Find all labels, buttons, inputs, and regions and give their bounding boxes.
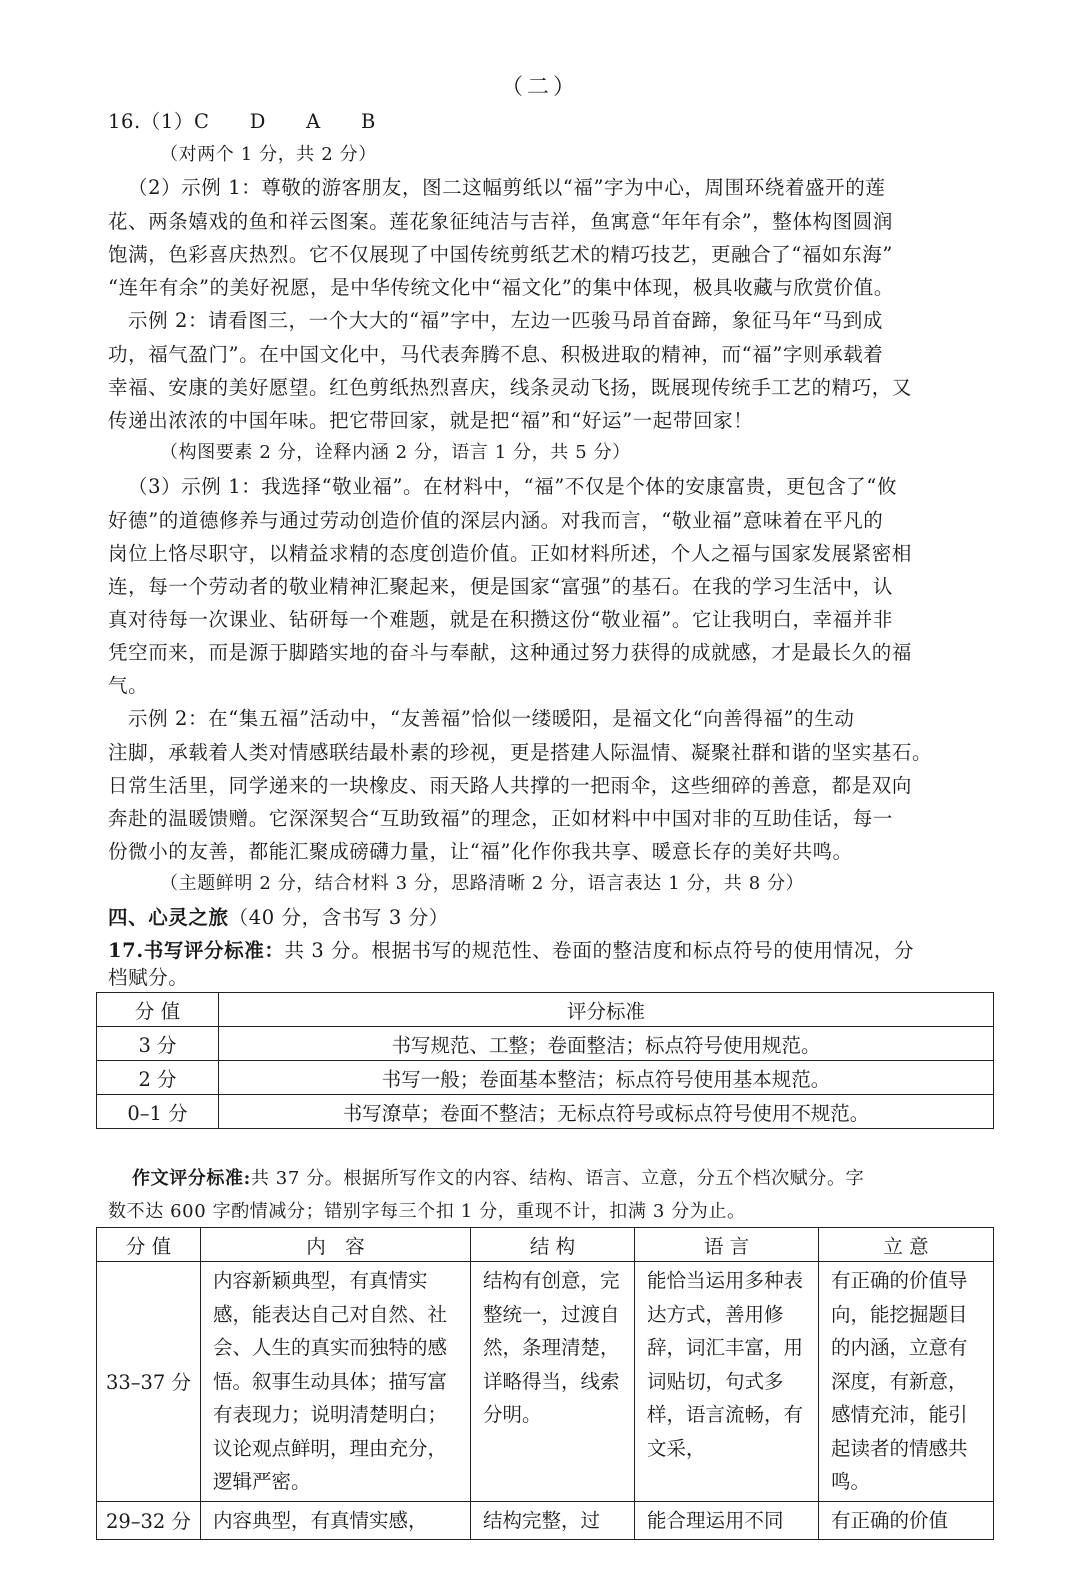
theme-text: 有正确的价值导向，能挖掘题目的内涵，立意有深度，有新意，感情充沛，能引起读者的情感共鸣。 [831,1269,968,1493]
content-cell [201,1262,471,1502]
table-header-cell: 评分标准 [219,993,994,1027]
table-row [97,1095,994,1129]
essay-scoring-table [96,1227,994,1540]
q16-part2-line: 示例 2：请看图三，一个大大的“福”字中，左边一匹骏马昂首奋蹄，象征马年“马到成 [128,309,884,332]
q16-part3-line: 份微小的友善，都能汇聚成磅礴力量，让“福”化作你我共享、暖意长存的美好共鸣。 [108,840,853,863]
content-cell [201,1501,471,1540]
q16-part3-line: 气。 [108,674,149,697]
q16-part2-line: 传递出浓浓的中国年味。把它带回家，就是把“福”和“好运”一起带回家！ [108,409,754,432]
content-text: 内容典型，有真情实感， [213,1508,428,1532]
q16-part3-score: （主题鲜明 2 分，结合材料 3 分，思路清晰 2 分，语言表达 1 分，共 8 分） [160,873,805,894]
q16-part2-line: 功，福气盈门”。在中国文化中，马代表奔腾不息、积极进取的精神，而“福”字则承载着 [108,343,884,366]
language-cell [635,1501,819,1540]
table-row [97,1061,994,1095]
structure-cell [471,1501,635,1540]
essay-intro-line [132,1164,864,1190]
table-header-row [97,1228,994,1262]
theme-cell [819,1262,994,1502]
handwriting-scoring-table [96,992,994,1129]
table-row [97,1027,994,1061]
q17-label: 17.书写评分标准： [108,939,285,962]
q16-part3-line: 岗位上恪尽职守，以精益求精的态度创造价值。正如材料所述，个人之福与国家发展紧密相 [108,542,913,565]
q16-part3-line: 日常生活里，同学递来的一块橡皮、雨天路人共撑的一把雨伞，这些细碎的善意，都是双向 [108,774,913,797]
q16-part2-line: （2）示例 1：尊敬的游客朋友，图二这幅剪纸以“福”字为中心，周围环绕着盛开的莲 [128,176,886,199]
q16-part3-line: 凭空而来，而是源于脚踏实地的奋斗与奉献，这种通过努力获得的成就感，才是最长久的福 [108,641,913,664]
theme-text: 有正确的价值 [831,1508,949,1532]
table-header-cell: 分 值 [97,993,219,1027]
section-title: （二） [500,75,579,100]
part4-heading-note: （40 分，含书写 3 分） [228,906,449,929]
q16-part3-line: 连，每一个劳动者的敬业精神汇聚起来，便是国家“富强”的基石。在我的学习生活中，认 [108,575,893,598]
table-header-cell: 结 构 [471,1228,635,1262]
q17-text: 共 3 分。根据书写的规范性、卷面的整洁度和标点符号的使用情况，分 [284,939,915,962]
q16-part3-line: 好德”的道德修养与通过劳动创造价值的深层内涵。对我而言，“敬业福”意味着在平凡的 [108,509,884,532]
q16-part2-score: （构图要素 2 分，诠释内涵 2 分，语言 1 分，共 5 分） [160,442,631,463]
table-row [97,1262,994,1502]
part4-heading: 四、心灵之旅 [108,906,229,929]
score-cell: 0–1 分 [97,1095,219,1129]
q16-part2-line: 花、两条嬉戏的鱼和祥云图案。莲花象征纯洁与吉祥，鱼寓意“年年有余”，整体构图圆润 [108,210,893,233]
essay-text: 共 37 分。根据所写作文的内容、结构、语言、立意，分五个档次赋分。字 [250,1168,865,1189]
criteria-cell: 书写一般；卷面基本整洁；标点符号使用基本规范。 [219,1061,994,1095]
q17-text-cont: 档赋分。 [108,966,189,989]
table-header-cell: 语 言 [635,1228,819,1262]
essay-label: 作文评分标准: [132,1168,251,1189]
language-text: 能恰当运用多种表达方式，善用修辞，词汇丰富，用词贴切，句式多样，语言流畅，有文采， [647,1269,804,1460]
structure-text: 结构有创意，完整统一，过渡自然，条理清楚，详略得当，线索分明。 [483,1269,620,1426]
q16-part1-score: （对两个 1 分，共 2 分） [160,144,377,165]
table-header-row [97,993,994,1027]
q16-part2-line: 幸福、安康的美好愿望。红色剪纸热烈喜庆，线条灵动飞扬，既展现传统手工艺的精巧，又 [108,376,913,399]
q16-part3-line: 示例 2：在“集五福”活动中，“友善福”恰似一缕暖阳，是福文化“向善得福”的生动 [128,707,855,730]
language-text: 能合理运用不同 [647,1508,784,1532]
q17-intro-line [108,935,914,963]
table-header-cell: 立 意 [819,1228,994,1262]
essay-text-cont: 数不达 600 字酌情减分；错别字每三个扣 1 分，重现不计，扣满 3 分为止。 [108,1201,746,1222]
structure-text: 结构完整，过 [483,1508,601,1532]
theme-cell [819,1501,994,1540]
q16-part3-line: 奔赴的温暖馈赠。它深深契合“互助致福”的理念，正如材料中中国对非的互助佳话，每一 [108,807,893,830]
q16-part3-line: 真对待每一次课业、钻研每一个难题，就是在积攒这份“敬业福”。它让我明白，幸福并非 [108,608,893,631]
table-header-cell: 分 值 [97,1228,201,1262]
q16-part2-line: 饱满，色彩喜庆热烈。它不仅展现了中国传统剪纸艺术的精巧技艺，更融合了“福如东海” [108,243,893,266]
criteria-cell: 书写潦草；卷面不整洁；无标点符号或标点符号使用不规范。 [219,1095,994,1129]
score-cell: 33–37 分 [97,1262,201,1502]
score-cell: 29–32 分 [97,1501,201,1540]
table-header-cell: 内 容 [201,1228,471,1262]
part4-heading-line [108,902,449,930]
language-cell [635,1262,819,1502]
q16-part1-answer: 16.（1）C D A B [108,110,376,133]
table-row [97,1501,994,1540]
q16-part3-line: 注脚，承载着人类对情感联结最朴素的珍视，更是搭建人际温情、凝聚社群和谐的坚实基石。 [108,741,933,764]
q16-part2-line: “连年有余”的美好祝愿，是中华传统文化中“福文化”的集中体现，极具收藏与欣赏价值。 [108,276,894,299]
structure-cell [471,1262,635,1502]
score-cell: 2 分 [97,1061,219,1095]
content-text: 内容新颖典型，有真情实感，能表达自己对自然、社会、人生的真实而独特的感悟。叙事生动具体；描写富有表现力；说明清楚明白；议论观点鲜明，理由充分，逻辑严密。 [213,1269,448,1493]
criteria-cell: 书写规范、工整；卷面整洁；标点符号使用规范。 [219,1027,994,1061]
score-cell: 3 分 [97,1027,219,1061]
q16-part3-line: （3）示例 1：我选择“敬业福”。在材料中，“福”不仅是个体的安康富贵，更包含了“攸 [128,475,898,498]
